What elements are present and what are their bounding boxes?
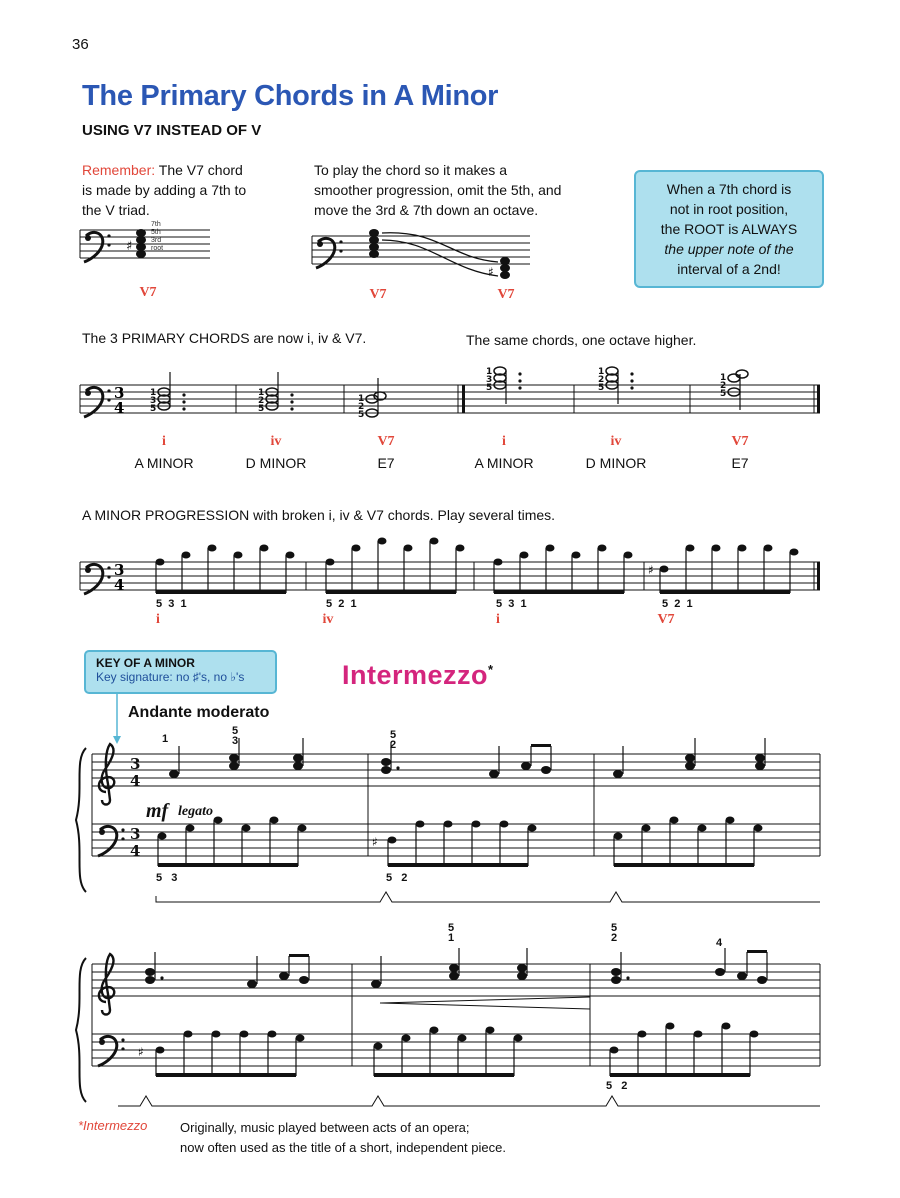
label-root: root: [151, 245, 164, 252]
prog-roman-2: iv: [322, 612, 334, 627]
chord-name-1: A MINOR: [134, 455, 194, 471]
page-number: 36: [72, 36, 89, 53]
svg-text:4: 4: [130, 772, 141, 790]
svg-text:♯: ♯: [648, 563, 654, 577]
svg-text:1: 1: [358, 394, 365, 404]
smoother-line-1: To play the chord so it makes a: [314, 162, 507, 178]
prog-fingering-2: 5 2 1: [326, 598, 357, 610]
roman-6: V7: [731, 434, 749, 449]
svg-text:2: 2: [720, 381, 727, 391]
prog-roman-4: V7: [657, 612, 675, 627]
remember-line-2: is made by adding a 7th to: [82, 182, 247, 198]
svg-text:♯: ♯: [488, 265, 494, 279]
chord-name-2: D MINOR: [245, 455, 307, 471]
piece-title-asterisk: *: [488, 662, 494, 677]
smoother-line-3: move the 3rd & 7th down an octave.: [314, 202, 539, 218]
svg-text:1: 1: [598, 367, 605, 377]
prog-roman-3: i: [496, 612, 500, 627]
prog-roman-1: i: [156, 612, 160, 627]
lh-finger-3: 5 2: [606, 1080, 628, 1092]
chord-name-5: D MINOR: [585, 455, 647, 471]
rh-finger-52-top: 5: [390, 729, 397, 741]
svg-text:♯: ♯: [126, 239, 133, 254]
progression-heading: A MINOR PROGRESSION with broken i, iv & V7 chords. Play several times.: [82, 507, 556, 523]
remember-line-1: The V7 chord: [158, 162, 243, 178]
svg-text:3: 3: [150, 396, 157, 406]
staff-progression: [80, 538, 820, 595]
svg-text:3: 3: [114, 384, 125, 402]
callout-line-4: the upper note of the: [664, 241, 794, 257]
svg-text:1: 1: [486, 367, 493, 377]
svg-text:2: 2: [258, 396, 265, 406]
callout-line-2: not in root position,: [669, 201, 789, 217]
rh-finger-3: 3: [232, 735, 239, 747]
page-subtitle: USING V7 INSTEAD OF V: [82, 122, 262, 139]
label-3rd: 3rd: [151, 237, 162, 244]
svg-text:4: 4: [114, 576, 125, 594]
chord-label-v7-2: V7: [369, 287, 387, 302]
prog-fingering-4: 5 2 1: [662, 598, 693, 610]
prog-fingering-1: 5 3 1: [156, 598, 187, 610]
tempo-marking: Andante moderato: [128, 704, 270, 721]
staff-v7-triad: [80, 229, 210, 262]
callout-line-1: When a 7th chord is: [666, 181, 792, 197]
grand-staff-1: [76, 735, 820, 902]
svg-text:♯: ♯: [138, 1045, 144, 1059]
footnote-term: *Intermezzo: [78, 1118, 148, 1133]
dynamic-mf: mf: [146, 800, 169, 822]
svg-text:2: 2: [358, 402, 365, 412]
svg-text:3: 3: [114, 561, 125, 579]
label-7th: 7th: [151, 221, 161, 228]
svg-text:5: 5: [486, 383, 493, 393]
rh-finger-4: 4: [716, 937, 723, 949]
primary-heading: The 3 PRIMARY CHORDS are now i, iv & V7.: [82, 330, 367, 346]
chord-name-3: E7: [377, 455, 395, 471]
roman-1: i: [162, 434, 166, 449]
rh-finger-52b-top: 5: [611, 922, 618, 934]
remember-line-3: the V triad.: [82, 202, 150, 218]
svg-text:♯: ♯: [372, 835, 378, 849]
svg-text:2: 2: [598, 375, 605, 385]
staff-v7-inversion: [312, 229, 530, 279]
callout-line-3: the ROOT is ALWAYS: [660, 221, 798, 237]
svg-text:1: 1: [258, 388, 265, 398]
key-title: KEY OF A MINOR: [96, 656, 195, 670]
rh-finger-52-bottom: 2: [390, 739, 397, 751]
svg-text:4: 4: [114, 399, 125, 417]
roman-4: i: [502, 434, 506, 449]
footnote-line-1: Originally, music played between acts of an opera;: [180, 1120, 470, 1135]
rh-finger-52b-bottom: 2: [611, 932, 618, 944]
lh-finger-2: 5 2: [386, 872, 408, 884]
chord-label-v7-1: V7: [139, 285, 157, 300]
rh-finger-51-bottom: 1: [448, 932, 455, 944]
svg-text:4: 4: [130, 842, 141, 860]
svg-text:5: 5: [150, 404, 157, 414]
rh-finger-1: 1: [162, 733, 169, 745]
prog-fingering-3: 5 3 1: [496, 598, 527, 610]
primary-heading-higher: The same chords, one octave higher.: [466, 332, 697, 348]
svg-text:5: 5: [720, 389, 727, 399]
staff-primary-chords: [80, 367, 820, 420]
svg-text:3: 3: [130, 755, 141, 773]
svg-text:3: 3: [486, 375, 493, 385]
svg-text:5: 5: [358, 410, 365, 420]
chord-name-4: A MINOR: [474, 455, 534, 471]
roman-3: V7: [377, 434, 395, 449]
svg-text:3: 3: [130, 825, 141, 843]
callout-line-5: interval of a 2nd!: [677, 261, 781, 277]
rh-finger-51-top: 5: [448, 922, 455, 934]
lh-finger-1: 5 3: [156, 872, 178, 884]
rh-finger-5: 5: [232, 725, 239, 737]
grand-staff-2: [76, 948, 820, 1106]
key-signature: Key signature: no ♯'s, no ♭'s: [96, 670, 245, 684]
remember-label: Remember:: [82, 162, 156, 178]
svg-text:5: 5: [258, 404, 265, 414]
page-title: The Primary Chords in A Minor: [82, 80, 499, 112]
footnote-line-2: now often used as the title of a short, independent piece.: [180, 1140, 506, 1155]
smoother-line-2: smoother progression, omit the 5th, and: [314, 182, 562, 198]
label-5th: 5th: [151, 229, 161, 236]
svg-text:1: 1: [720, 373, 727, 383]
legato-marking: legato: [178, 804, 213, 819]
svg-text:1: 1: [150, 388, 157, 398]
roman-2: iv: [270, 434, 282, 449]
piece-title-text: Intermezzo: [342, 660, 489, 690]
roman-5: iv: [610, 434, 622, 449]
chord-name-6: E7: [731, 455, 749, 471]
chord-label-v7-3: V7: [497, 287, 515, 302]
svg-text:5: 5: [598, 383, 605, 393]
